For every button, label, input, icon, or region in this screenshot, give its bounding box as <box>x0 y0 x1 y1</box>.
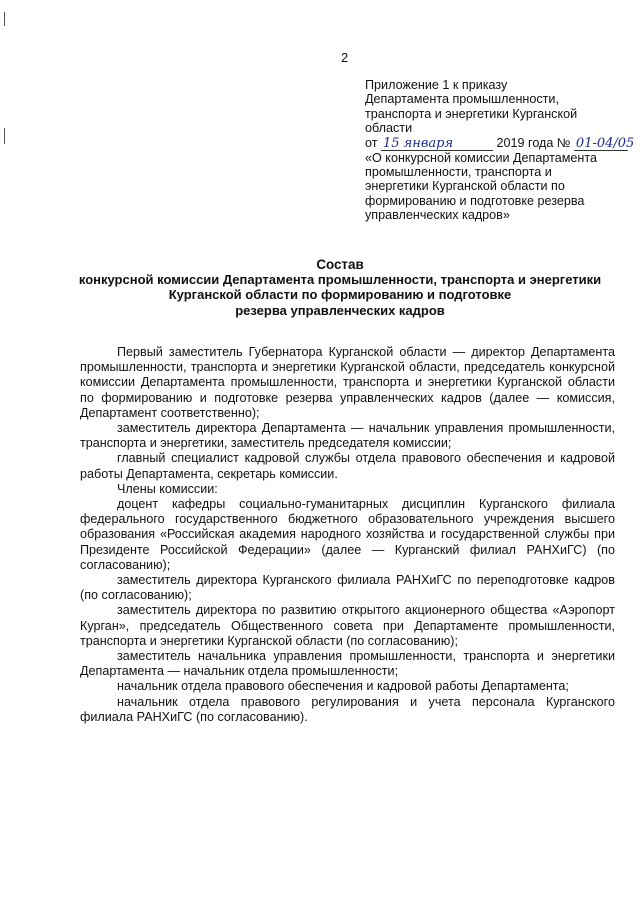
order-subject-line: «О конкурсной комиссии Департамента <box>365 150 597 165</box>
body-paragraph: заместитель директора Курганского филиала РАНХиГС по переподготовке кадров (по согласованию); <box>80 573 615 603</box>
title-line: Курганской области по формированию и подготовке <box>168 287 512 303</box>
order-subject-line: промышленности, транспорта и <box>365 165 552 180</box>
document-body <box>80 345 615 725</box>
page-number: 2 <box>341 50 349 65</box>
body-paragraph: заместитель директора по развитию открытого акционерного общества «Аэропорт Курган», председатель Общественного совета при Департаменте промышленности, транспорта и энергетики Курганской области (по согласованию); <box>80 603 615 648</box>
margin-mark-top <box>4 12 5 26</box>
body-paragraph: главный специалист кадровой службы отдела правового обеспечения и кадровой работы Департамента, секретарь комиссии. <box>80 451 615 481</box>
body-paragraph: Первый заместитель Губернатора Курганской области — директор Департамента промышленности, транспорта и энергетики Курганской области, председатель конкурсной комиссии Департамента промышленности, транспорта и энергетики Курганской области по формированию и подготовке резерва управленческих кадров (далее — комиссия, Департамент соответственно); <box>80 345 615 420</box>
appendix-block <box>365 78 635 223</box>
appendix-line: области <box>365 121 413 136</box>
title-line: резерва управленческих кадров <box>235 302 445 318</box>
order-prefix: от <box>365 135 378 150</box>
title-heading: Состав <box>316 257 364 272</box>
order-subject-line: формированию и подготовке резерва <box>365 193 585 208</box>
margin-mark-middle <box>4 128 5 144</box>
handwritten-order-date: 15 января <box>381 138 493 151</box>
order-year-text: 2019 года № <box>496 135 571 150</box>
appendix-line: Приложение 1 к приказу <box>365 78 508 92</box>
body-paragraph: Члены комиссии: <box>117 481 218 496</box>
handwritten-order-number: 01-04/05 <box>575 135 635 151</box>
order-reference <box>365 135 635 151</box>
order-subject-line: управленческих кадров» <box>365 208 510 223</box>
appendix-line: Департамента промышленности, <box>365 92 559 107</box>
order-subject-line: энергетики Курганской области по <box>365 179 565 194</box>
body-paragraph: заместитель начальника управления промышленности, транспорта и энергетики Департамента — начальник отдела промышленности; <box>80 649 615 679</box>
title-line: конкурсной комиссии Департамента промышленности, транспорта и энергетики <box>78 272 602 288</box>
body-paragraph: начальник отдела правового регулирования и учета персонала Курганского филиала РАНХиГС (по согласованию). <box>80 694 615 724</box>
body-paragraph: доцент кафедры социально-гуманитарных дисциплин Курганского филиала федерального государственного бюджетного образовательного учреждения высшего образования «Российская академия народного хозяйства и государственной службы при Президенте Российской Федерации» (далее — Курганский филиал РАНХиГС) (по согласованию); <box>80 497 615 572</box>
body-paragraph: заместитель директора Департамента — начальник управления промышленности, транспорта и энергетики, заместитель председателя комиссии; <box>80 421 615 451</box>
body-paragraph: начальник отдела правового обеспечения и кадровой работы Департамента; <box>117 679 569 694</box>
appendix-line: транспорта и энергетики Курганской <box>365 106 578 121</box>
document-title <box>60 257 620 318</box>
